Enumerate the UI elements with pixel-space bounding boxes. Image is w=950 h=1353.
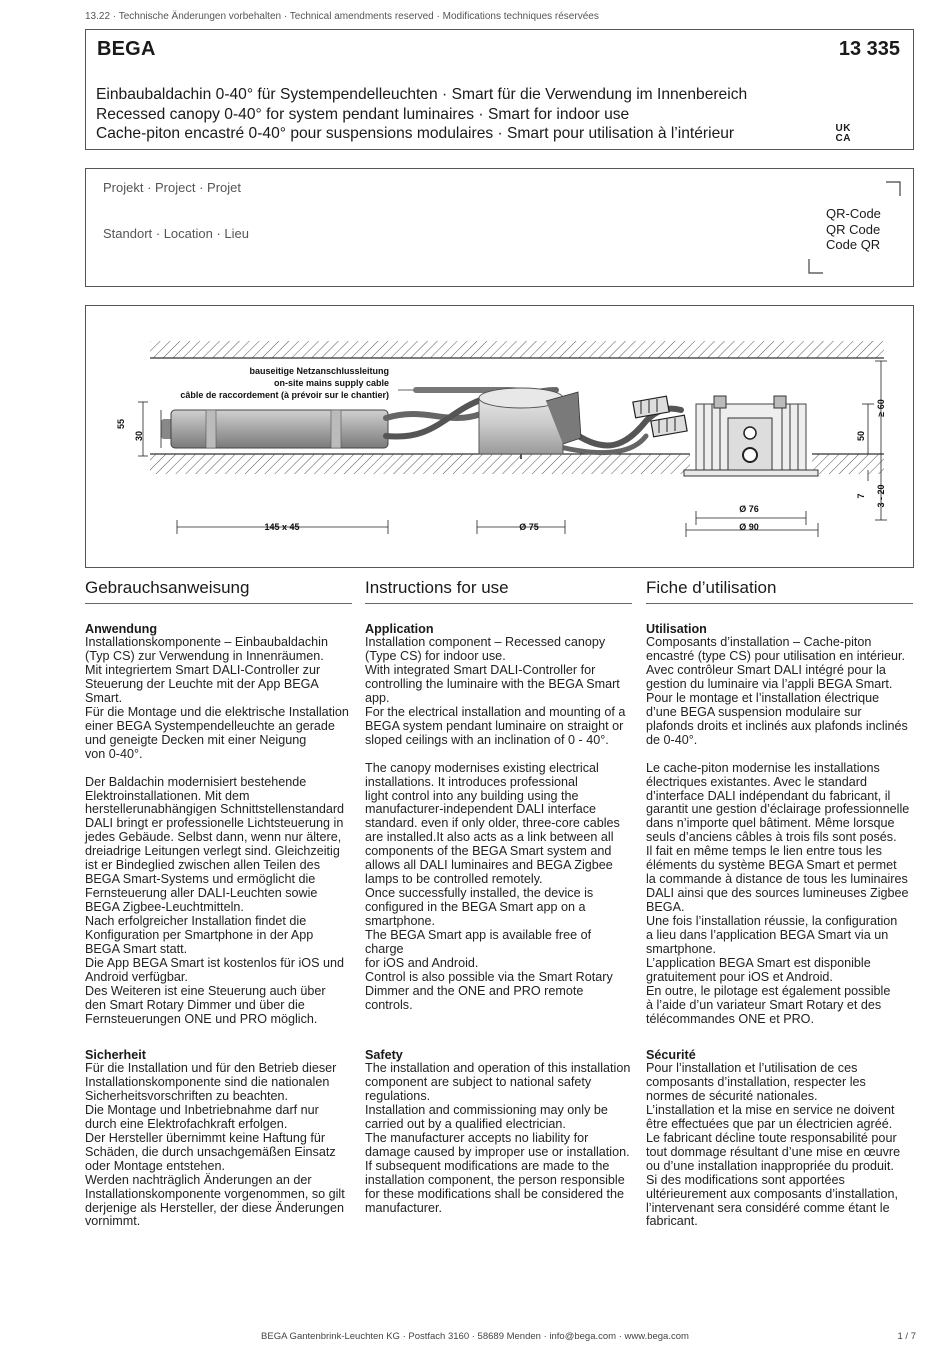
safety-text-fr: Pour l’installation et l’utilisation de ces composants d’installation, respecter les normes de sécurité nationales. L’installation et la mise en service ne doivent être effectuées que par un électricien agréé. Le fabricant décline toute responsabilité pour tout dommage résultant d’une mise en œuvre ou d’une installation inappropriée du produit. Si des modifications sont apportées ultérieurement aux composants d’installation, l’intervenant sera considéré comme étant le fabricant. (646, 1061, 901, 1229)
application-title-en: Application (365, 622, 434, 636)
article-number: 13 335 (838, 38, 900, 60)
qr-label-de: QR-Code (826, 206, 881, 221)
application-title-fr: Utilisation (646, 622, 707, 636)
dim-o75: Ø 75 (519, 522, 539, 532)
dim-55: 55 (116, 418, 126, 430)
safety-text-en: The installation and operation of this installation component are subject to national safety regulations. Installation and commissioning may only be carried out by a qualified electrician. The manufacturer accepts no liability for damage caused by improper use or installation. If subsequent modifications are made to the installation component, the person responsible for these modifications shall be considered the manufacturer. (365, 1061, 631, 1215)
safety-text-de: Für die Installation und für den Betrieb dieser Installationskomponente sind die nationalen Sicherheitsvorschriften zu beachten. Die Montage und Inbetriebnahme darf nur durch eine Elektrofachkraft erfolgen. Der Hersteller übernimmt keine Haftung für Schäden, die durch unsachgemäßen Einsatz oder Montage entstehen. Werden nachträglich Änderungen an der Installationskomponente vorgenommen, so gilt derjenige als Hersteller, der diese Änderungen vornimmt. (85, 1061, 345, 1229)
dim-3-20: 3 - 20 (876, 484, 886, 508)
page-number: 1 / 7 (897, 1331, 916, 1342)
title-box (85, 29, 914, 150)
description-de: Einbaubaldachin 0-40° für Systempendelleuchten · Smart für die Verwendung im Innenbereich (96, 86, 748, 103)
lower-ceiling-hatch-left (150, 454, 690, 474)
dim-o90: Ø 90 (739, 522, 759, 532)
column-heading-fr: Fiche d’utilisation (646, 578, 913, 604)
description-en: Recessed canopy 0-40° for system pendant luminaires · Smart for indoor use (96, 105, 630, 123)
dim-145x45: 145 x 45 (264, 522, 300, 532)
upper-ceiling-hatch (150, 341, 884, 358)
footer-address: BEGA Gantenbrink-Leuchten KG · Postfach 3160 · 58689 Menden · info@bega.com · www.bega.com (261, 1331, 689, 1342)
ukca-mark-icon (836, 124, 851, 144)
recessed-housing (684, 396, 818, 476)
application-text-de-1: Installationskomponente – Einbaubaldachin (Typ CS) zur Verwendung in Innenräumen. Mit integriertem Smart DALI-Controller zur Steuerung der Leuchte mit der App BEGA Smart. Für die Montage und die elektrische Installation einer BEGA Systempendelleuchte an gerade und geneigte Decken mit einer Neigung von 0-40°. (85, 635, 349, 761)
column-en (365, 578, 632, 1013)
ukca-top: UK (835, 123, 851, 134)
cable-label-fr: câble de raccordement (à prévoir sur le chantier) (180, 390, 389, 400)
qr-code-frame-icon (806, 179, 906, 279)
dim-30: 30 (134, 430, 144, 442)
project-label: Projekt · Project · Projet (103, 180, 241, 195)
column-fr (646, 578, 913, 1027)
application-text-fr-1: Composants d’installation – Cache-piton encastré (type CS) pour utilisation en intérieur. Avec contrôleur Smart DALI intégré pour la gestion du luminaire via l’appli BEGA Smart. Pour le montage et l’installation électrique d’une BEGA suspension modulaire sur plafonds droits et inclinés aux plafonds inclinés de 0-40°. (646, 635, 908, 747)
qr-label-fr: Code QR (826, 237, 881, 252)
dim-7: 7 (856, 493, 866, 499)
dim-ge60: ≥ 60 (876, 399, 886, 417)
cable-label-de: bauseitige Netzanschlussleitung (249, 366, 389, 376)
application-text-en-2: The canopy modernises existing electrical installations. It introduces professional light control into any building using the manufacturer-independent DALI interface standard. even if only older, three-core cables are installed.It also acts as a link between all components of the BEGA Smart system and allows all DALI luminaires and BEGA Zigbee lamps to be controlled remotely. Once successfully installed, the device is configured in the BEGA Smart app on a smartphone. The BEGA Smart app is available free of charge for iOS and Android. Control is also possible via the Smart Rotary Dimmer and the ONE and PRO remote controls. (365, 760, 620, 1012)
description-fr: Cache-piton encastré 0-40° pour suspensions modulaires · Smart pour utilisation à l’intérieur (96, 125, 735, 142)
column-heading-de: Gebrauchsanweisung (85, 578, 352, 604)
lower-ceiling-hatch-right (812, 454, 884, 474)
application-title-de: Anwendung (85, 622, 158, 636)
safety-section-fr (646, 1048, 913, 1229)
brand-name: BEGA (97, 38, 156, 60)
safety-title-fr: Sécurité (646, 1048, 696, 1062)
safety-title-en: Safety (365, 1048, 403, 1062)
product-description (96, 85, 747, 144)
cable-label-en: on-site mains supply cable (273, 378, 389, 388)
safety-title-de: Sicherheit (85, 1048, 146, 1062)
application-text-de-2: Der Baldachin modernisiert bestehende Elektroinstallationen. Mit dem herstellerunabhängigen Schnittstellenstandard DALI bringt er professionelle Lichtsteuerung in jedes Gebäude. Selbst dann, wenn nur ältere, dreiadrige Leitungen verlegt sind. Gleichzeitig ist er Bindeglied zwischen allen Teilen des BEGA Smart-Systems und ermöglicht die Fernsteuerung aller DALI-Leuchten sowie BEGA Zigbee-Leuchtmitteln. Nach erfolgreicher Installation findet die Konfiguration per Smartphone in der App BEGA Smart statt. Die App BEGA Smart ist kostenlos für iOS und Android verfügbar. Des Weiteren ist eine Steuerung auch über den Smart Rotary Dimmer und über die Fernsteuerungen ONE und PRO möglich. (85, 774, 345, 1026)
application-text-fr-2: Le cache-piton modernise les installations électriques existantes. Avec le standard d’interface DALI indépendant du fabricant, il garantit une gestion d’éclairage professionnelle dans n’importe quel bâtiment. Même lorsque seuls d’anciens câbles à trois fils sont posés. Il fait en même temps le lien entre tous les éléments du système BEGA Smart et permet la commande à distance de tous les luminaires DALI ainsi que des sources lumineuses Zigbee BEGA. Une fois l’installation réussie, la configuration a lieu dans l’application BEGA Smart via un smartphone. L’application BEGA Smart est disponible gratuitement pour iOS et Android. En outre, le pilotage est également possible à l’aide d’un variateur Smart Rotary et des télécommandes ONE et PRO. (646, 760, 910, 1026)
column-de (85, 578, 352, 1027)
safety-section-en (365, 1048, 632, 1215)
installation-drawing (86, 306, 913, 567)
revision-note: 13.22 · Technische Änderungen vorbehalten · Technical amendments reserved · Modifications techniques réservées (85, 11, 599, 22)
driver-box (161, 410, 388, 448)
safety-section-de (85, 1048, 352, 1229)
dim-o76: Ø 76 (739, 504, 759, 514)
project-box (85, 168, 914, 287)
location-label: Standort · Location · Lieu (103, 226, 249, 241)
qr-label-en: QR Code (826, 221, 881, 237)
ukca-bottom: CA (835, 133, 851, 144)
installation-diagram (85, 305, 914, 568)
application-text-en-1: Installation component – Recessed canopy (Type CS) for indoor use. With integrated Smart DALI-Controller for controlling the luminaire with the BEGA Smart app. For the electrical installation and mounting of a BEGA system pendant luminaire on straight or sloped ceilings with an inclination of 0 - 40°. (365, 635, 626, 747)
column-heading-en: Instructions for use (365, 578, 632, 604)
dim-50: 50 (856, 430, 866, 442)
